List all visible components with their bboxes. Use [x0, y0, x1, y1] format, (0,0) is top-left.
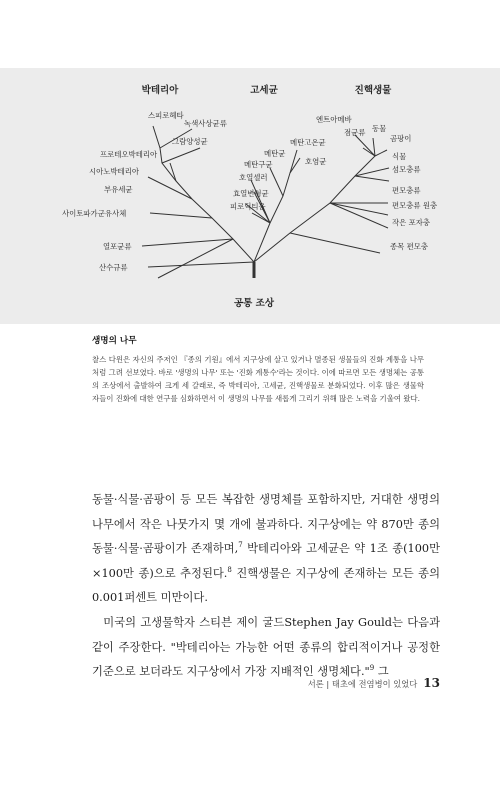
root-label: 공통 조상 — [233, 298, 275, 309]
leaf-label: 그람양성균 — [172, 137, 208, 146]
footnote-marker: 7 — [238, 541, 243, 550]
body-paragraph-1 — [92, 488, 440, 611]
archaea-leaf-labels — [230, 138, 326, 211]
leaf-label: 동물 — [372, 124, 387, 133]
leaf-label: 곰팡이 — [390, 134, 412, 143]
leaf-label: 사이토파가군유사체 — [62, 209, 127, 218]
leaf-label: 식물 — [392, 152, 407, 161]
group-label-archaea: 고세균 — [250, 85, 278, 96]
leaf-label: 시아노박테리아 — [89, 167, 139, 176]
leaf-label: 프로테오박테리아 — [100, 150, 158, 159]
body-paragraph-2 — [92, 611, 440, 685]
running-head: 서론 | 태초에 전염병이 있었다 — [307, 679, 418, 689]
footnote-marker: 8 — [227, 566, 232, 575]
leaf-label: 메탄구균 — [244, 160, 273, 169]
page-number: 13 — [423, 676, 440, 690]
body-text — [92, 488, 440, 685]
text-run: 동물·식물·곰팡이 등 모든 복잡한 생명체를 포함하지만, 거대한 생명의 나무에서 작은 나뭇가지 몇 개에 불과하다. 지구상에는 약 870만 종의 동물·식물·곰팡이가 존재하며, — [92, 493, 440, 556]
leaf-label: 열포균류 — [103, 242, 132, 251]
group-label-eukarya: 진핵생물 — [354, 85, 392, 96]
figure-caption — [92, 334, 424, 405]
leaf-label: 산수규류 — [99, 263, 128, 272]
text-run: 진핵생물은 지구상에 존재하는 모든 종의 0.001퍼센트 미만이다. — [92, 566, 440, 605]
footnote-marker: 9 — [369, 664, 375, 673]
leaf-label: 섬모충류 — [392, 165, 421, 174]
tree-of-life-diagram — [0, 68, 500, 324]
leaf-label: 메탄균 — [264, 149, 286, 158]
group-label-bacteria: 박테리아 — [141, 85, 179, 96]
text-run: 그 — [374, 665, 389, 679]
leaf-label: 피로딕티움 — [230, 202, 266, 211]
leaf-label: 부유세균 — [104, 185, 133, 194]
leaf-label: 녹색사상균류 — [184, 119, 227, 128]
text-run: 미국의 고생물학자 스티븐 제이 굴드Stephen Jay Gould는 다음과 같이 주장한다. "박테리아는 가능한 어떤 종류의 합리적이거나 공정한 기준으로 보더라도 지구상에서 가장 지배적인 생명체다." — [92, 615, 440, 679]
leaf-label: 편모충류 원충 — [392, 201, 438, 210]
leaf-label: 작은 포자충 — [392, 218, 431, 227]
leaf-label: 엔트아메바 — [316, 115, 352, 124]
bacteria-leaf-labels — [62, 111, 227, 272]
leaf-label: 메탄고온균 — [290, 138, 326, 147]
leaf-label: 점균류 — [344, 128, 366, 137]
eukarya-leaf-labels — [316, 115, 437, 251]
caption-body: 찰스 다윈은 자신의 주저인 『종의 기원』에서 지구상에 살고 있거나 멸종된 생물들의 진화 계통을 나무처럼 그려 선보였다. 바로 '생명의 나무' 또는 '진화 계통수'라는 것이다. 이에 따르면 모든 생명체는 공통의 조상에서 출발하여 크게 세 갈래로, 즉 박테리아, 고세균, 진핵생물로 분화되었다. 이후 많은 생물학자들이 진화에 대한 연구를 심화하면서 이 생명의 나무를 새롭게 그리기 위해 많은 노력을 기울여 왔다. — [92, 355, 424, 403]
leaf-label: 스피로헤타 — [148, 111, 184, 120]
leaf-label: 종목 편모충 — [390, 242, 429, 251]
leaf-label: 호열셀러 — [239, 173, 268, 182]
caption-title: 생명의 나무 — [92, 336, 137, 346]
leaf-label: 호염균 — [305, 157, 327, 166]
text-run: 박테리아와 고세균은 약 1조 종(100만×100만 종)으로 추정된다. — [92, 542, 441, 580]
page-footer — [0, 676, 440, 690]
leaf-label: 편모충류 — [392, 186, 421, 195]
leaf-label: 효열변형균 — [233, 189, 269, 198]
